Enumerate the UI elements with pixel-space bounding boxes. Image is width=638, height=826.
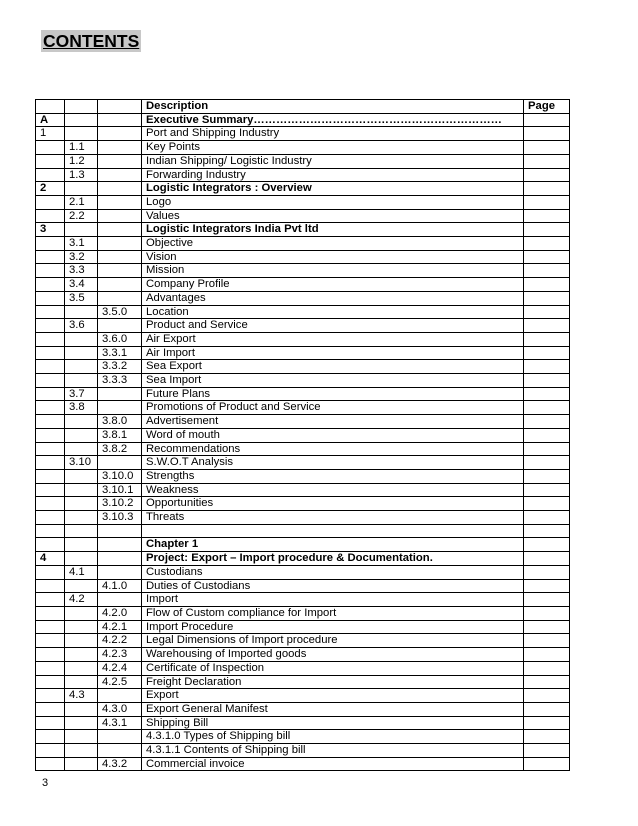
level1-number: [36, 319, 65, 333]
level2-number: 2.2: [65, 209, 98, 223]
toc-row: [36, 250, 570, 264]
level2-number: [65, 524, 98, 538]
header-cell-level1: [36, 100, 65, 114]
level3-number: 4.2.2: [98, 634, 142, 648]
entry-description: Import: [142, 593, 524, 607]
level1-number: [36, 620, 65, 634]
level1-number: [36, 744, 65, 758]
level3-number: [98, 209, 142, 223]
level2-number: [65, 702, 98, 716]
level2-number: 2.1: [65, 195, 98, 209]
level2-number: 1.3: [65, 168, 98, 182]
entry-description: Chapter 1: [142, 538, 524, 552]
level2-number: [65, 442, 98, 456]
toc-row: [36, 278, 570, 292]
entry-description: Future Plans: [142, 387, 524, 401]
toc-row: [36, 730, 570, 744]
entry-page: [524, 675, 570, 689]
level1-number: [36, 264, 65, 278]
level3-number: [98, 565, 142, 579]
level3-number: [98, 291, 142, 305]
level2-number: [65, 552, 98, 566]
entry-description: Promotions of Product and Service: [142, 401, 524, 415]
entry-description: Advertisement: [142, 415, 524, 429]
toc-row: [36, 223, 570, 237]
level3-number: 4.3.0: [98, 702, 142, 716]
level3-number: [98, 552, 142, 566]
entry-page: [524, 730, 570, 744]
level1-number: [36, 538, 65, 552]
toc-row: [36, 524, 570, 538]
toc-row: [36, 415, 570, 429]
level2-number: [65, 511, 98, 525]
level2-number: [65, 428, 98, 442]
level2-number: [65, 374, 98, 388]
entry-page: [524, 634, 570, 648]
level2-number: 4.3: [65, 689, 98, 703]
level3-number: [98, 593, 142, 607]
entry-description: Commercial invoice: [142, 757, 524, 771]
entry-description: Strengths: [142, 469, 524, 483]
entry-page: [524, 141, 570, 155]
toc-row: [36, 113, 570, 127]
entry-page: [524, 387, 570, 401]
level2-number: [65, 538, 98, 552]
level2-number: [65, 332, 98, 346]
toc-row: [36, 332, 570, 346]
level2-number: [65, 579, 98, 593]
level2-number: [65, 469, 98, 483]
entry-page: [524, 538, 570, 552]
level2-number: 1.1: [65, 141, 98, 155]
contents-heading: CONTENTS: [43, 31, 140, 51]
entry-page: [524, 593, 570, 607]
level1-number: [36, 456, 65, 470]
toc-row: [36, 675, 570, 689]
toc-row: [36, 716, 570, 730]
level3-number: 3.10.3: [98, 511, 142, 525]
toc-row: [36, 291, 570, 305]
level3-number: 4.3.2: [98, 757, 142, 771]
level1-number: [36, 374, 65, 388]
level1-number: 4: [36, 552, 65, 566]
level3-number: [98, 141, 142, 155]
entry-page: [524, 182, 570, 196]
toc-row: [36, 401, 570, 415]
level2-number: [65, 675, 98, 689]
level2-number: 3.2: [65, 250, 98, 264]
toc-row: [36, 141, 570, 155]
entry-description: S.W.O.T Analysis: [142, 456, 524, 470]
level1-number: [36, 757, 65, 771]
entry-page: [524, 332, 570, 346]
entry-page: [524, 346, 570, 360]
entry-page: [524, 469, 570, 483]
level3-number: [98, 401, 142, 415]
entry-description: Warehousing of Imported goods: [142, 648, 524, 662]
header-row: [36, 100, 570, 114]
level2-number: 3.1: [65, 237, 98, 251]
level1-number: [36, 716, 65, 730]
entry-description: Custodians: [142, 565, 524, 579]
entry-description: Legal Dimensions of Import procedure: [142, 634, 524, 648]
toc-row: [36, 757, 570, 771]
entry-page: [524, 648, 570, 662]
entry-description: Export: [142, 689, 524, 703]
entry-page: [524, 483, 570, 497]
level1-number: [36, 195, 65, 209]
toc-row: [36, 607, 570, 621]
entry-description: Export General Manifest: [142, 702, 524, 716]
level1-number: [36, 442, 65, 456]
level2-number: [65, 346, 98, 360]
level2-number: 3.4: [65, 278, 98, 292]
level1-number: [36, 401, 65, 415]
entry-description: Indian Shipping/ Logistic Industry: [142, 154, 524, 168]
entry-page: [524, 415, 570, 429]
entry-page: [524, 264, 570, 278]
level1-number: [36, 415, 65, 429]
level2-number: 3.8: [65, 401, 98, 415]
entry-page: [524, 579, 570, 593]
level3-number: 3.10.2: [98, 497, 142, 511]
level1-number: [36, 278, 65, 292]
toc-row: [36, 387, 570, 401]
toc-row: [36, 620, 570, 634]
header-cell-level3: [98, 100, 142, 114]
entry-description: Logistic Integrators : Overview: [142, 182, 524, 196]
level3-number: [98, 250, 142, 264]
level3-number: 3.3.3: [98, 374, 142, 388]
entry-description: Sea Export: [142, 360, 524, 374]
level2-number: [65, 757, 98, 771]
level1-number: [36, 579, 65, 593]
entry-page: [524, 113, 570, 127]
toc-row: [36, 168, 570, 182]
entry-description: Freight Declaration: [142, 675, 524, 689]
level2-number: [65, 634, 98, 648]
level1-number: [36, 511, 65, 525]
entry-page: [524, 744, 570, 758]
level1-number: [36, 593, 65, 607]
level2-number: [65, 182, 98, 196]
level3-number: 3.10.1: [98, 483, 142, 497]
level3-number: [98, 264, 142, 278]
level2-number: [65, 661, 98, 675]
level1-number: [36, 237, 65, 251]
entry-description: Certificate of Inspection: [142, 661, 524, 675]
toc-row: [36, 634, 570, 648]
level2-number: 3.6: [65, 319, 98, 333]
level1-number: [36, 730, 65, 744]
entry-description: Port and Shipping Industry: [142, 127, 524, 141]
entry-description: Product and Service: [142, 319, 524, 333]
entry-description: Key Points: [142, 141, 524, 155]
level1-number: [36, 387, 65, 401]
level2-number: [65, 730, 98, 744]
entry-description: Opportunities: [142, 497, 524, 511]
toc-row: [36, 538, 570, 552]
level1-number: [36, 497, 65, 511]
toc-row: [36, 744, 570, 758]
description-header: Description: [142, 100, 524, 114]
toc-row: [36, 483, 570, 497]
level3-number: 3.6.0: [98, 332, 142, 346]
entry-description: [142, 524, 524, 538]
level3-number: [98, 744, 142, 758]
level3-number: 4.3.1: [98, 716, 142, 730]
level3-number: 4.2.1: [98, 620, 142, 634]
level2-number: [65, 360, 98, 374]
entry-description: Threats: [142, 511, 524, 525]
entry-page: [524, 716, 570, 730]
level1-number: [36, 565, 65, 579]
level1-number: [36, 483, 65, 497]
level2-number: 4.2: [65, 593, 98, 607]
level2-number: [65, 415, 98, 429]
level3-number: [98, 387, 142, 401]
entry-description: Objective: [142, 237, 524, 251]
header-cell-level2: [65, 100, 98, 114]
level1-number: [36, 305, 65, 319]
level3-number: [98, 195, 142, 209]
level2-number: 3.5: [65, 291, 98, 305]
entry-description: Air Export: [142, 332, 524, 346]
toc-row: [36, 661, 570, 675]
level1-number: [36, 675, 65, 689]
level3-number: [98, 689, 142, 703]
entry-page: [524, 278, 570, 292]
level3-number: [98, 730, 142, 744]
level1-number: [36, 469, 65, 483]
entry-page: [524, 401, 570, 415]
toc-row: [36, 579, 570, 593]
toc-row: [36, 511, 570, 525]
toc-row: [36, 702, 570, 716]
level1-number: [36, 168, 65, 182]
entry-page: [524, 661, 570, 675]
toc-row: [36, 127, 570, 141]
entry-description: Values: [142, 209, 524, 223]
toc-row: [36, 442, 570, 456]
level2-number: 3.7: [65, 387, 98, 401]
level3-number: 3.8.0: [98, 415, 142, 429]
toc-row: [36, 456, 570, 470]
entry-page: [524, 689, 570, 703]
entry-page: [524, 374, 570, 388]
entry-page: [524, 209, 570, 223]
toc-row: [36, 360, 570, 374]
level3-number: 3.8.2: [98, 442, 142, 456]
level1-number: [36, 634, 65, 648]
toc-row: [36, 209, 570, 223]
entry-description: Duties of Custodians: [142, 579, 524, 593]
entry-page: [524, 757, 570, 771]
toc-row: [36, 346, 570, 360]
toc-row: [36, 305, 570, 319]
level1-number: [36, 291, 65, 305]
page-number: 3: [42, 777, 49, 789]
toc-row: [36, 319, 570, 333]
level3-number: 3.5.0: [98, 305, 142, 319]
level1-number: [36, 250, 65, 264]
level3-number: [98, 113, 142, 127]
contents-table: [35, 99, 570, 771]
entry-description: Flow of Custom compliance for Import: [142, 607, 524, 621]
toc-row: [36, 154, 570, 168]
entry-page: [524, 237, 570, 251]
toc-row: [36, 428, 570, 442]
level3-number: [98, 127, 142, 141]
level1-number: [36, 154, 65, 168]
level3-number: [98, 319, 142, 333]
level1-number: [36, 607, 65, 621]
toc-row: [36, 552, 570, 566]
page-header: Page: [524, 100, 570, 114]
entry-description: Mission: [142, 264, 524, 278]
entry-page: [524, 305, 570, 319]
entry-description: 4.3.1.0 Types of Shipping bill: [142, 730, 524, 744]
entry-page: [524, 607, 570, 621]
level1-number: [36, 661, 65, 675]
level1-number: [36, 360, 65, 374]
entry-page: [524, 319, 570, 333]
level1-number: [36, 689, 65, 703]
level2-number: [65, 305, 98, 319]
entry-description: Import Procedure: [142, 620, 524, 634]
toc-row: [36, 593, 570, 607]
level3-number: [98, 168, 142, 182]
entry-page: [524, 524, 570, 538]
level2-number: [65, 716, 98, 730]
level3-number: 3.3.2: [98, 360, 142, 374]
entry-page: [524, 497, 570, 511]
entry-page: [524, 154, 570, 168]
level1-number: [36, 428, 65, 442]
level1-number: [36, 332, 65, 346]
toc-row: [36, 469, 570, 483]
level3-number: [98, 237, 142, 251]
level3-number: [98, 538, 142, 552]
entry-page: [524, 223, 570, 237]
level2-number: [65, 497, 98, 511]
level3-number: 3.3.1: [98, 346, 142, 360]
toc-row: [36, 195, 570, 209]
level3-number: [98, 182, 142, 196]
level2-number: 4.1: [65, 565, 98, 579]
entry-page: [524, 565, 570, 579]
level2-number: [65, 744, 98, 758]
level2-number: 3.10: [65, 456, 98, 470]
entry-description: Logistic Integrators India Pvt ltd: [142, 223, 524, 237]
level2-number: [65, 223, 98, 237]
level3-number: 3.8.1: [98, 428, 142, 442]
entry-page: [524, 195, 570, 209]
entry-description: Executive Summary…………………………………………………………: [142, 113, 524, 127]
level1-number: [36, 524, 65, 538]
entry-description: Project: Export – Import procedure & Documentation.: [142, 552, 524, 566]
entry-page: [524, 442, 570, 456]
entry-description: Air Import: [142, 346, 524, 360]
entry-page: [524, 552, 570, 566]
level3-number: [98, 223, 142, 237]
level3-number: [98, 154, 142, 168]
entry-description: Location: [142, 305, 524, 319]
level1-number: [36, 648, 65, 662]
level1-number: 1: [36, 127, 65, 141]
toc-row: [36, 497, 570, 511]
entry-description: Word of mouth: [142, 428, 524, 442]
entry-description: Shipping Bill: [142, 716, 524, 730]
entry-page: [524, 511, 570, 525]
level3-number: 4.2.4: [98, 661, 142, 675]
toc-row: [36, 689, 570, 703]
level1-number: [36, 346, 65, 360]
level1-number: [36, 141, 65, 155]
entry-description: Vision: [142, 250, 524, 264]
level3-number: [98, 456, 142, 470]
level3-number: 4.2.0: [98, 607, 142, 621]
toc-row: [36, 374, 570, 388]
entry-description: Sea Import: [142, 374, 524, 388]
toc-row: [36, 264, 570, 278]
entry-page: [524, 360, 570, 374]
entry-description: Advantages: [142, 291, 524, 305]
entry-description: Recommendations: [142, 442, 524, 456]
level2-number: [65, 607, 98, 621]
level1-number: A: [36, 113, 65, 127]
level1-number: [36, 209, 65, 223]
entry-description: Weakness: [142, 483, 524, 497]
level2-number: [65, 113, 98, 127]
entry-page: [524, 291, 570, 305]
level3-number: 4.2.3: [98, 648, 142, 662]
entry-page: [524, 620, 570, 634]
contents-table-body: [36, 100, 570, 771]
level3-number: 3.10.0: [98, 469, 142, 483]
entry-page: [524, 168, 570, 182]
level2-number: [65, 483, 98, 497]
toc-row: [36, 648, 570, 662]
level1-number: 2: [36, 182, 65, 196]
level2-number: [65, 620, 98, 634]
level3-number: 4.2.5: [98, 675, 142, 689]
toc-row: [36, 237, 570, 251]
entry-description: Forwarding Industry: [142, 168, 524, 182]
entry-description: 4.3.1.1 Contents of Shipping bill: [142, 744, 524, 758]
entry-page: [524, 702, 570, 716]
level2-number: 3.3: [65, 264, 98, 278]
entry-page: [524, 127, 570, 141]
toc-row: [36, 182, 570, 196]
level2-number: [65, 648, 98, 662]
level3-number: [98, 278, 142, 292]
level3-number: [98, 524, 142, 538]
entry-page: [524, 428, 570, 442]
entry-page: [524, 456, 570, 470]
entry-page: [524, 250, 570, 264]
level2-number: 1.2: [65, 154, 98, 168]
level2-number: [65, 127, 98, 141]
toc-row: [36, 565, 570, 579]
level1-number: [36, 702, 65, 716]
level3-number: 4.1.0: [98, 579, 142, 593]
entry-description: Company Profile: [142, 278, 524, 292]
level1-number: 3: [36, 223, 65, 237]
entry-description: Logo: [142, 195, 524, 209]
